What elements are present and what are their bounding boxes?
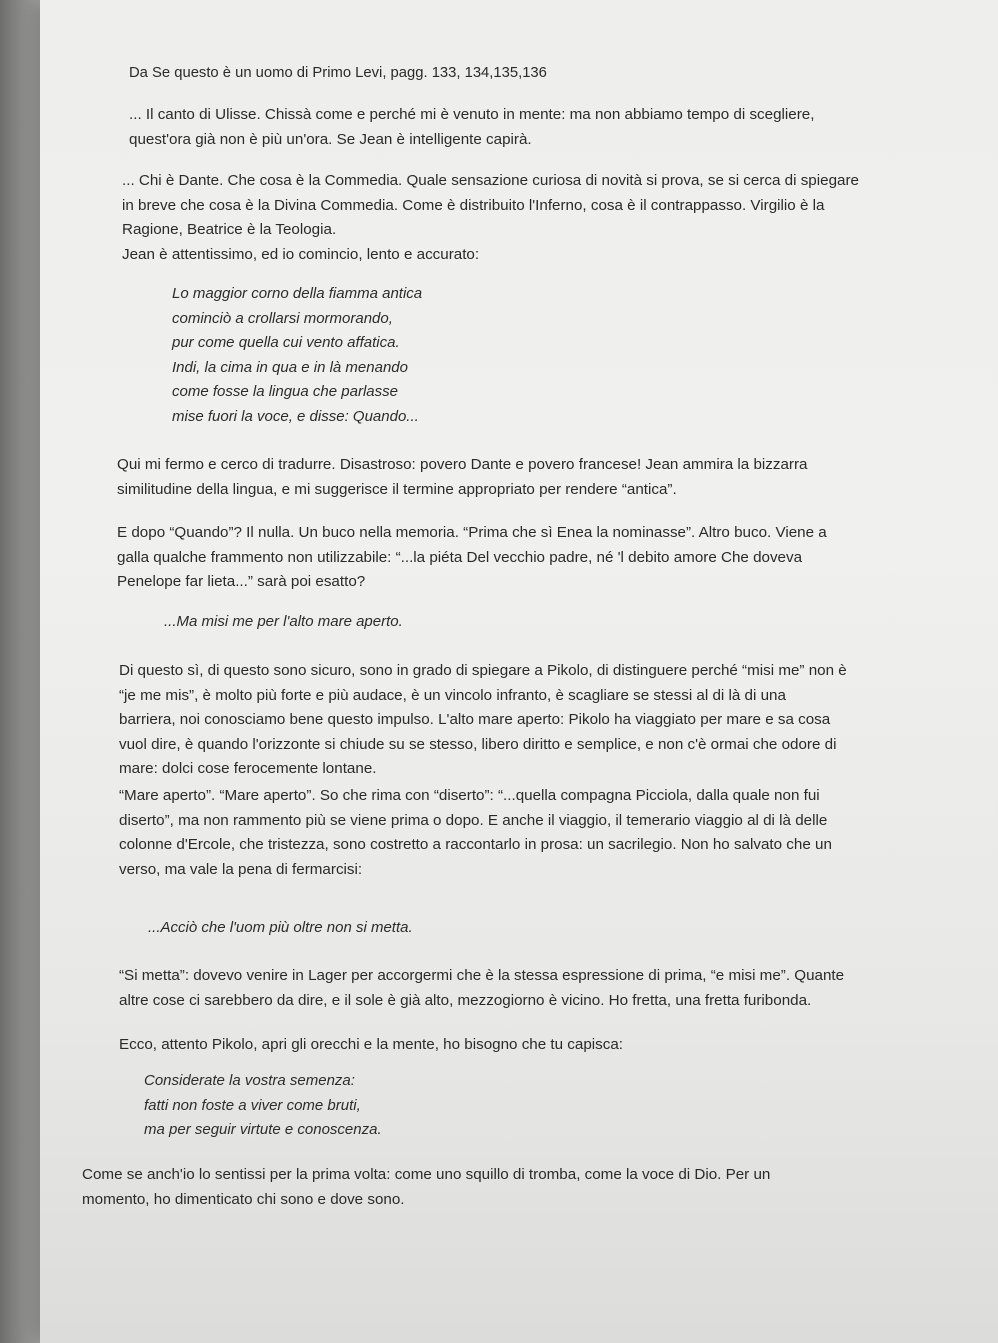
- text-line: ... Chi è Dante. Che cosa è la Commedia. Quale sensazione curiosa di novità si prova, se si cerca di spiegare: [122, 172, 859, 189]
- text-line: mare: dolci cose ferocemente lontane.: [119, 760, 377, 777]
- verse-line: ma per seguir virtute e conoscenza.: [144, 1121, 382, 1138]
- text-line: similitudine della lingua, e mi suggerisce il termine appropriato per rendere “antica”.: [117, 480, 677, 498]
- text-line: momento, ho dimenticato chi sono e dove sono.: [82, 1190, 405, 1208]
- verse-line: come fosse la lingua che parlasse: [172, 383, 398, 400]
- text-line: Jean è attentissimo, ed io comincio, lento e accurato:: [122, 245, 480, 263]
- verse-line: cominciò a crollarsi mormorando,: [172, 309, 393, 327]
- text-line: in breve che cosa è la Divina Commedia. Come è distribuito l'Inferno, cosa è il contrappasso. Virgilio è la: [122, 196, 825, 214]
- text-line: colonne d'Ercole, che tristezza, sono costretto a raccontarlo in prosa: un sacrilegio. Non ho salvato che un: [119, 836, 832, 853]
- text-line: barriera, noi conosciamo bene questo impulso. L'alto mare aperto: Pikolo ha viaggiato per mare e sa cosa: [119, 711, 831, 728]
- text-line: galla qualche frammento non utilizzabile: “...la piéta Del vecchio padre, né 'l debito amore Che doveva: [117, 548, 803, 566]
- paragraph-ecco-pikolo: [119, 1033, 623, 1058]
- paragraph-dante: [122, 169, 859, 267]
- text-line: E dopo “Quando”? Il nulla. Un buco nella memoria. “Prima che sì Enea la nominasse”. Altro buco. Viene a: [117, 524, 827, 541]
- paragraph-quando: [117, 521, 827, 595]
- text-line: Ragione, Beatrice è la Teologia.: [122, 221, 337, 238]
- document-header: [129, 61, 547, 86]
- paragraph-mare-aperto: [119, 784, 832, 882]
- verse-oltre-non-si-metta: [148, 916, 413, 941]
- verse-considerate: [144, 1069, 382, 1143]
- text-line: Come se anch'io lo sentissi per la prima volta: come uno squillo di tromba, come la voce di Dio. Per un: [82, 1166, 771, 1183]
- text-line: “je me mis”, è molto più forte e più audace, è un vincolo infranto, è scagliare se stessi al di là di una: [119, 686, 786, 704]
- text-line: altre cose ci sarebbero da dire, e il sole è già alto, mezzogiorno è vicino. Ho fretta, una fretta furibonda.: [119, 991, 812, 1009]
- paragraph-si-metta: [119, 964, 844, 1013]
- verse-alto-mare: [164, 610, 403, 635]
- verse-line: fatti non foste a viver come bruti,: [144, 1096, 361, 1114]
- verse-line: Considerate la vostra semenza:: [144, 1072, 355, 1089]
- text-line: verso, ma vale la pena di fermarcisi:: [119, 860, 363, 878]
- text-line: “Mare aperto”. “Mare aperto”. So che rima con “diserto”: “...quella compagna Picciola, dalla quale non fui: [119, 787, 820, 804]
- paragraph-misi-me: [119, 659, 847, 782]
- verse-line: mise fuori la voce, e disse: Quando...: [172, 407, 419, 425]
- header-line: Da Se questo è un uomo di Primo Levi, pagg. 133, 134,135,136: [129, 65, 547, 81]
- text-line: Qui mi fermo e cerco di tradurre. Disastroso: povero Dante e povero francese! Jean ammira la bizzarra: [117, 456, 808, 473]
- paragraph-squillo-tromba: [82, 1163, 770, 1212]
- text-line: quest'ora già non è più un'ora. Se Jean è intelligente capirà.: [129, 130, 532, 148]
- text-line: Di questo sì, di questo sono sicuro, sono in grado di spiegare a Pikolo, di distinguere perché “misi me” non è: [119, 662, 847, 679]
- paragraph-tradurre: [117, 453, 807, 502]
- text-line: “Si metta”: dovevo venire in Lager per accorgermi che è la stessa espressione di prima, “e misi me”. Quante: [119, 967, 845, 984]
- text-line: vuol dire, è quando l'orizzonte si chiude su se stesso, libero diritto e semplice, e non c'è ormai che odore di: [119, 735, 837, 753]
- paragraph-ulisse: [129, 103, 814, 152]
- text-line: diserto”, ma non rammento più se viene prima o dopo. E anche il viaggio, il temerario viaggio al di là delle: [119, 811, 828, 829]
- text-line: Penelope far lieta...” sarà poi esatto?: [117, 573, 366, 590]
- verse-line: Lo maggior corno della fiamma antica: [172, 285, 423, 302]
- verse-line: Indi, la cima in qua e in là menando: [172, 358, 408, 376]
- verse-line: pur come quella cui vento affatica.: [172, 334, 400, 351]
- text-line: Ecco, attento Pikolo, apri gli orecchi e la mente, ho bisogno che tu capisca:: [119, 1036, 624, 1053]
- verse-line: ...Acciò che l'uom più oltre non si metta.: [148, 919, 413, 936]
- verse-fiamma-antica: [172, 282, 422, 429]
- text-line: ... Il canto di Ulisse. Chissà come e perché mi è venuto in mente: ma non abbiamo tempo di scegliere,: [129, 106, 815, 123]
- verse-line: ...Ma misi me per l'alto mare aperto.: [164, 613, 403, 630]
